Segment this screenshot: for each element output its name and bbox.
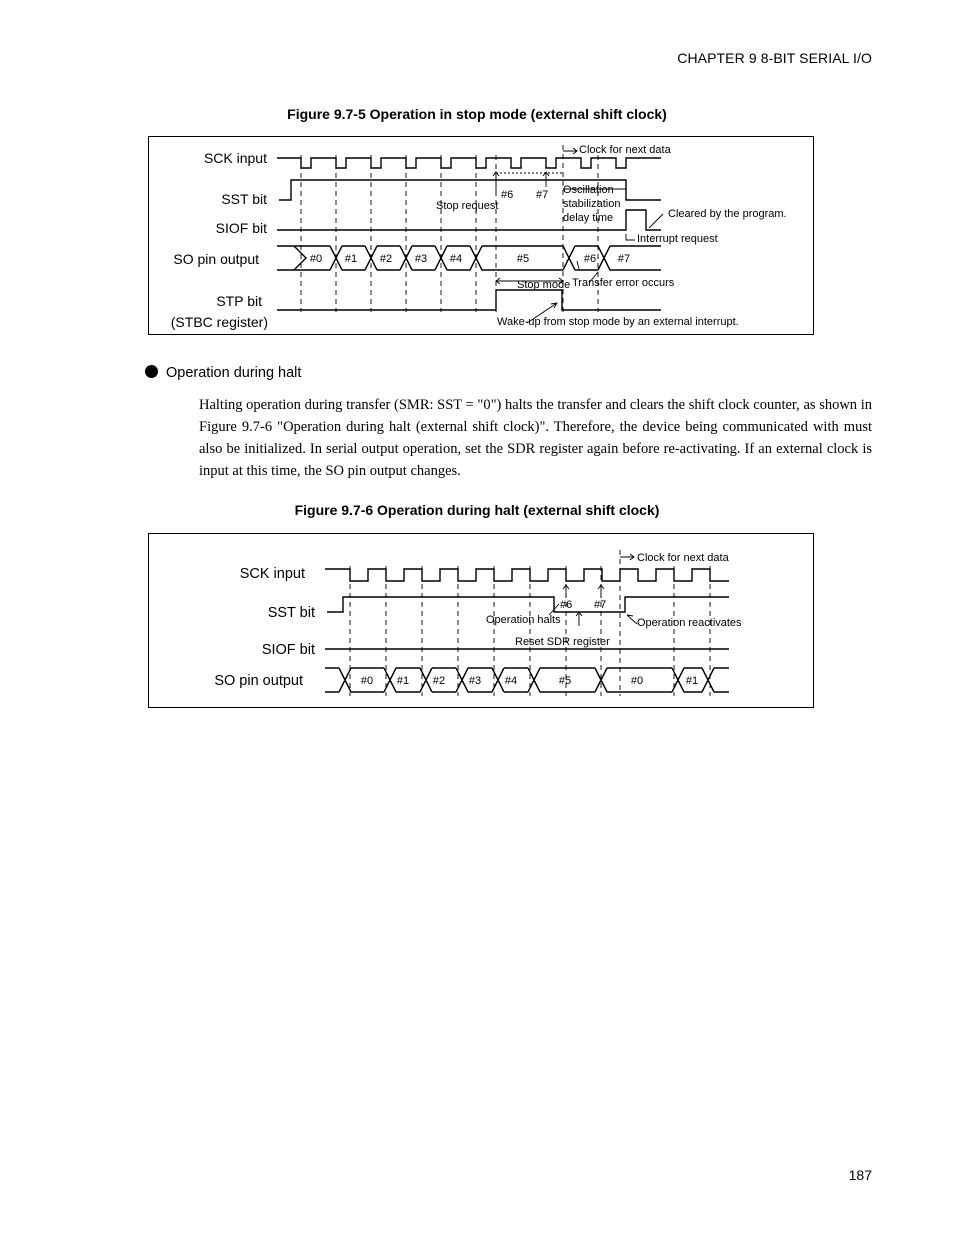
figure-caption: Figure 9.7-5 Operation in stop mode (external shift clock) [287,106,667,122]
so-bus [325,668,729,692]
annotation-halts: Operation halts [486,614,561,626]
stp-label: STP bit [216,293,262,309]
so-cell: #1 [396,675,410,687]
annotation-reset-sdr: Reset SDR register [515,636,610,648]
page-number: 187 [848,1167,872,1183]
so-cell: #7 [617,253,631,265]
sck-label: SCK input [203,150,267,166]
figure-caption: Figure 9.7-6 Operation during halt (external shift clock) [294,502,660,518]
section-title: Operation during halt [166,365,302,381]
so-cell: #4 [449,253,463,265]
so-cell: #0 [360,675,374,687]
annotation-interrupt: Interrupt request [637,233,718,245]
annotation-osc: Oscillation [563,184,614,196]
so-cell: #3 [468,675,482,687]
sst-label: SST bit [267,605,315,621]
annotation-bit6: #6 [501,189,514,201]
annotation-stop-mode: Stop mode [517,279,571,291]
siof-label: SIOF bit [215,220,267,236]
siof-label: SIOF bit [261,642,315,658]
so-cell: #2 [379,253,393,265]
annotation-stop-request: Stop request [436,200,499,212]
annotation-transfer-error: Transfer error occurs [572,277,675,289]
annotation-reactivates: Operation reactivates [637,617,742,629]
so-cell: #1 [344,253,358,265]
stp-sub-label: (STBC register) [170,314,268,330]
so-bus [277,246,661,270]
timing-diagram-stop-mode [148,136,814,335]
chapter-header: CHAPTER 9 8-BIT SERIAL I/O [677,50,872,66]
annotation-clock-next: Clock for next data [579,144,671,156]
so-cell: #0 [309,253,323,265]
annotation-bit6: #6 [560,599,573,611]
so-label: SO pin output [214,673,303,689]
annotation-bit7: #7 [594,599,607,611]
annotation-osc: delay time [563,212,614,224]
sck-label: SCK input [239,566,305,582]
annotation-cleared: Cleared by the program. [668,208,787,220]
so-label: SO pin output [173,251,259,267]
so-cell: #0 [630,675,644,687]
so-cell: #6 [583,253,597,265]
sst-waveform [327,597,729,612]
stp-waveform [277,290,661,310]
so-cell: #5 [558,675,572,687]
body-paragraph: Halting operation during transfer (SMR: SST = "0") halts the transfer and clears the shift clock counter, as shown in Figure 9.7-6 "Operation during halt (external shift clock)". Therefore, the device being communicated with must also be initialized. In serial output operation, set the SDR register again before re-activating. If an external clock is input at this time, the SO pin output changes. [199,397,872,479]
timing-diagram-halt [148,533,814,708]
bullet-icon [145,365,158,378]
annotation-bit7: #7 [536,189,549,201]
so-cell: #5 [516,253,530,265]
section-heading [145,365,301,381]
so-cell: #2 [432,675,446,687]
so-cell: #3 [414,253,428,265]
annotation-osc: stabilization [563,198,621,210]
annotation-clock-next: Clock for next data [637,552,729,564]
sck-waveform [277,158,661,168]
so-cell: #1 [685,675,699,687]
sst-label: SST bit [221,191,267,207]
so-cell: #4 [504,675,518,687]
annotation-wakeup: Wake-up from stop mode by an external interrupt. [497,316,739,328]
